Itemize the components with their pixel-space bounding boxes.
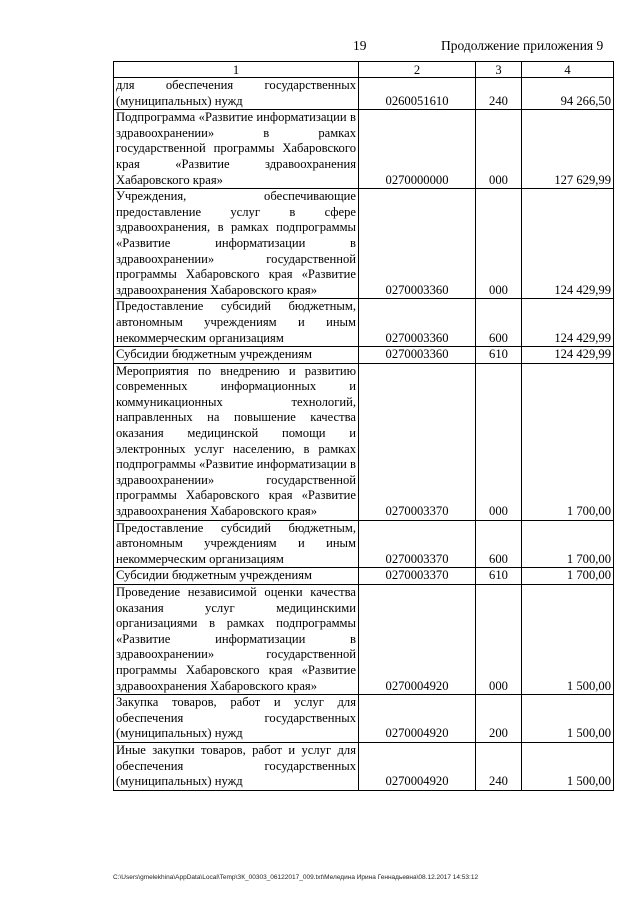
row-name-cell: Субсидии бюджетным учреждениям [114,347,359,364]
row-sum-cell: 1 700,00 [522,568,614,585]
row-sum-cell: 124 429,99 [522,189,614,299]
row-sum-cell: 127 629,99 [522,110,614,189]
budget-table [113,61,614,791]
row-name-cell: Закупка товаров, работ и услуг для обеспечения государственных (муниципальных) нужд [114,695,359,743]
table-row [114,363,614,520]
page-header [0,38,640,58]
row-type-cell: 000 [476,110,522,189]
table-row [114,695,614,743]
row-name-cell: Подпрограмма «Развитие информатизации в здравоохранении» в рамках государственной программы Хабаровского края «Развитие здравоохранения Хабаровского края» [114,110,359,189]
row-type-cell: 610 [476,568,522,585]
row-sum-cell: 1 500,00 [522,585,614,695]
row-sum-cell: 1 700,00 [522,520,614,568]
row-type-cell: 240 [476,78,522,110]
table-row [114,110,614,189]
row-name-cell: Субсидии бюджетным учреждениям [114,568,359,585]
column-header-2: 2 [359,62,476,78]
row-type-cell: 600 [476,299,522,347]
row-code-cell: 0270003360 [359,189,476,299]
row-type-cell: 610 [476,347,522,364]
row-code-cell: 0270003370 [359,363,476,520]
row-code-cell: 0270004920 [359,585,476,695]
table-row [114,78,614,110]
column-header-3: 3 [476,62,522,78]
table-row [114,568,614,585]
row-name-cell: Иные закупки товаров, работ и услуг для обеспечения государственных (муниципальных) нужд [114,742,359,790]
row-code-cell: 0270003370 [359,568,476,585]
column-header-1: 1 [114,62,359,78]
row-code-cell: 0270003360 [359,299,476,347]
row-name-cell: Мероприятия по внедрению и развитию современных информационных и коммуникационных технологий, направленных на повышение качества оказания медицинской помощи и электронных услуг населению, в рамках подпрограммы «Развитие информатизации в здравоохранении» государственной программы Хабаровского края «Развитие здравоохранения Хабаровского края» [114,363,359,520]
row-type-cell: 000 [476,363,522,520]
table-row [114,585,614,695]
continuation-label: Продолжение приложения 9 [441,38,604,53]
row-sum-cell: 124 429,99 [522,347,614,364]
row-sum-cell: 94 266,50 [522,78,614,110]
row-code-cell: 0270004920 [359,695,476,743]
table-header-row [114,62,614,78]
row-type-cell: 600 [476,520,522,568]
row-sum-cell: 1 500,00 [522,742,614,790]
row-name-cell: для обеспечения государственных (муниципальных) нужд [114,78,359,110]
row-code-cell: 0270000000 [359,110,476,189]
page-number: 19 [353,38,367,53]
row-code-cell: 0270004920 [359,742,476,790]
row-name-cell: Предоставление субсидий бюджетным, автономным учреждениям и иным некоммерческим организациям [114,299,359,347]
row-name-cell: Учреждения, обеспечивающие предоставление услуг в сфере здравоохранения, в рамках подпрограммы «Развитие информатизации в здравоохранении» государственной программы Хабаровского края «Развитие здравоохранения Хабаровского края» [114,189,359,299]
row-code-cell: 0270003370 [359,520,476,568]
row-sum-cell: 1 700,00 [522,363,614,520]
row-name-cell: Проведение независимой оценки качества оказания услуг медицинскими организациями в рамках подпрограммы «Развитие информатизации в здравоохранении» государственной программы Хабаровского края «Развитие здравоохранения Хабаровского края» [114,585,359,695]
row-code-cell: 0260051610 [359,78,476,110]
row-code-cell: 0270003360 [359,347,476,364]
row-sum-cell: 124 429,99 [522,299,614,347]
row-type-cell: 000 [476,585,522,695]
table-row [114,299,614,347]
table-row [114,347,614,364]
table-row [114,520,614,568]
file-path-footer: C:\Users\gmelekhina\AppData\Local\Temp\ЗК_00303_06122017_009.txt\Меледина Ирина Геннадьевна\08.12.2017 14:53:12 [113,874,479,881]
row-name-cell: Предоставление субсидий бюджетным, автономным учреждениям и иным некоммерческим организациям [114,520,359,568]
row-sum-cell: 1 500,00 [522,695,614,743]
row-type-cell: 200 [476,695,522,743]
row-type-cell: 000 [476,189,522,299]
row-type-cell: 240 [476,742,522,790]
table-row [114,189,614,299]
table-row [114,742,614,790]
column-header-4: 4 [522,62,614,78]
